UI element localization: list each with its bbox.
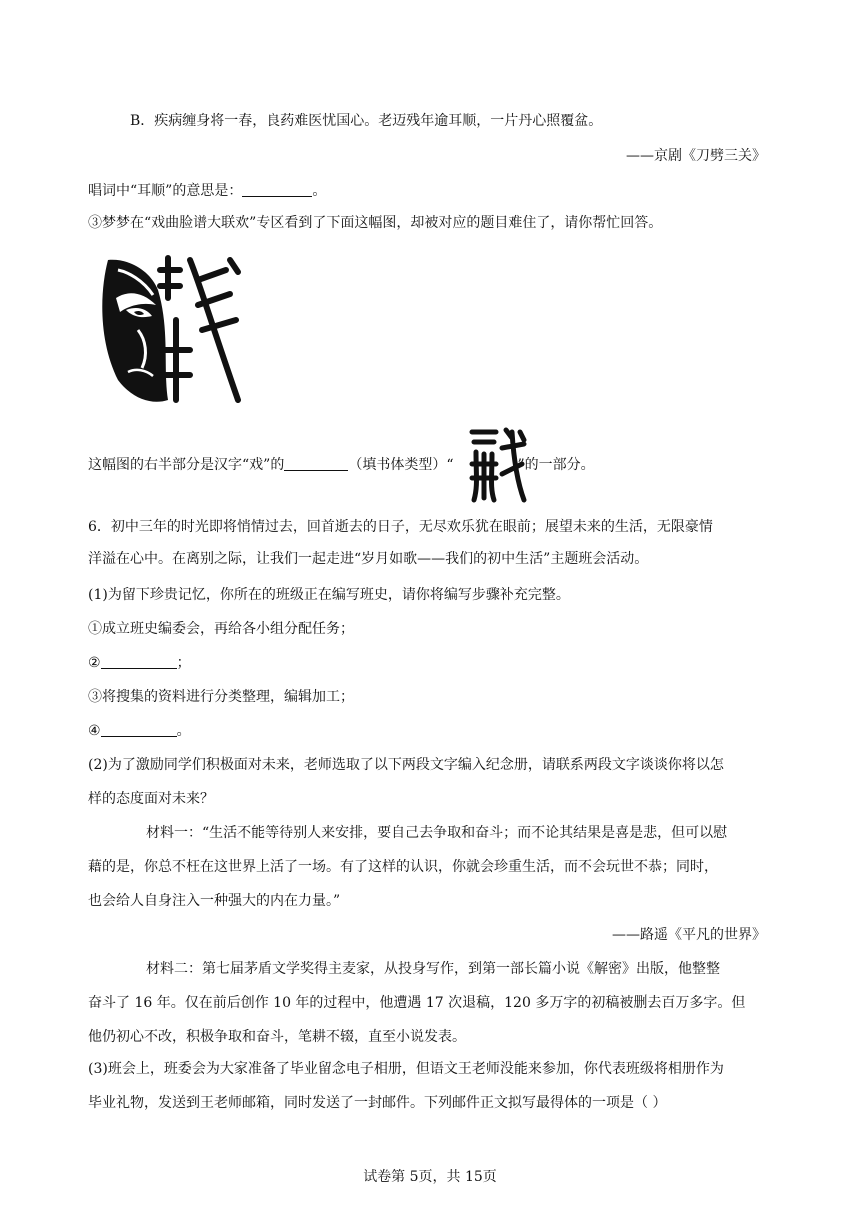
answer-blank-erbshun[interactable] (242, 182, 312, 197)
material-2-line2: 奋斗了 16 年。仅在前后创作 10 年的过程中，他遭遇 17 次退稿，120 多万字的初稿被删去百万多字。但 (88, 995, 746, 1011)
question-3-middle: （填书体类型）“ (348, 457, 454, 473)
answer-blank-script-type[interactable] (284, 456, 348, 471)
question-3-text: ③梦梦在“戏曲脸谱大联欢”专区看到了下面这幅图，却被对应的题目难住了，请你帮忙回答。 (88, 215, 663, 231)
question-3-prefix: 这幅图的右半部分是汉字“戏”的 (88, 457, 285, 473)
material-1-line2: 藉的是，你总不枉在这世界上活了一场。有了这样的认识，你就会珍重生活，而不会玩世不恭；同时， (88, 859, 718, 875)
opera-mask-image (98, 250, 250, 408)
answer-blank-step-4[interactable] (101, 722, 177, 737)
material-1-source: ——路遥《平凡的世界》 (612, 927, 766, 943)
step-4-number: ④ (88, 723, 101, 739)
material-2-line3: 他仍初心不改，积极争取和奋斗，笔耕不辍，直至小说发表。 (88, 1029, 466, 1045)
step-2-number: ② (88, 655, 101, 671)
step-2 (88, 653, 191, 673)
material-1-line1: 材料一：“生活不能等待别人来安排，要自己去争取和奋斗；而不论其结果是喜是悲，但可以慰 (146, 825, 728, 841)
part-3-line2: 毕业礼物，发送到王老师邮箱，同时发送了一封邮件。下列邮件正文拟写最得体的一项是（ ） (88, 1095, 667, 1111)
step-4-end: 。 (176, 723, 191, 739)
option-b-source: ——京剧《刀劈三关》 (626, 148, 766, 164)
step-1: ①成立班史编委会，再给各小组分配任务； (88, 621, 354, 637)
material-1-line3: 也会给人自身注入一种强大的内在力量。” (88, 893, 341, 909)
part-2-line2: 样的态度面对未来？ (88, 791, 214, 807)
step-3: ③将搜集的资料进行分类整理，编辑加工； (88, 689, 354, 705)
question-3-suffix: ”的一部分。 (517, 457, 595, 473)
part-1-prompt: (1)为留下珍贵记忆，你所在的班级正在编写班史，请你将编写步骤补充完整。 (88, 587, 570, 603)
seal-script-character-image (466, 424, 528, 504)
question-6-line2: 洋溢在心中。在离别之际，让我们一起走进“岁月如歌——我们的初中生活”主题班会活动。 (88, 551, 649, 567)
step-2-end: ； (176, 655, 191, 671)
question-erbshun (88, 181, 326, 201)
part-3-line1: (3)班会上，班委会为大家准备了毕业留念电子相册，但语文王老师没能来参加，你代表班级将相册作为 (88, 1061, 724, 1077)
page-footer: 试卷第 5页，共 15页 (363, 1169, 497, 1185)
question-6-line1: 6．初中三年的时光即将悄情过去，回首逝去的日子，无尽欢乐犹在眼前；展望未来的生活，无限豪情 (88, 519, 713, 535)
question-erbshun-text: 唱词中“耳顺”的意思是： (88, 183, 243, 199)
step-4 (88, 721, 191, 741)
option-b-lyrics: B．疾病缠身将一春，良药难医忧国心。老迈残年逾耳顺，一片丹心照覆盆。 (130, 113, 603, 129)
part-2-line1: (2)为了激励同学们积极面对未来，老师选取了以下两段文字编入纪念册，请联系两段文字谈谈你将以怎 (88, 757, 724, 773)
material-2-line1: 材料二：第七届茅盾文学奖得主麦家，从投身写作，到第一部长篇小说《解密》出版，他整整 (146, 961, 720, 977)
answer-blank-step-2[interactable] (101, 654, 177, 669)
question-erbshun-end: 。 (312, 183, 327, 199)
